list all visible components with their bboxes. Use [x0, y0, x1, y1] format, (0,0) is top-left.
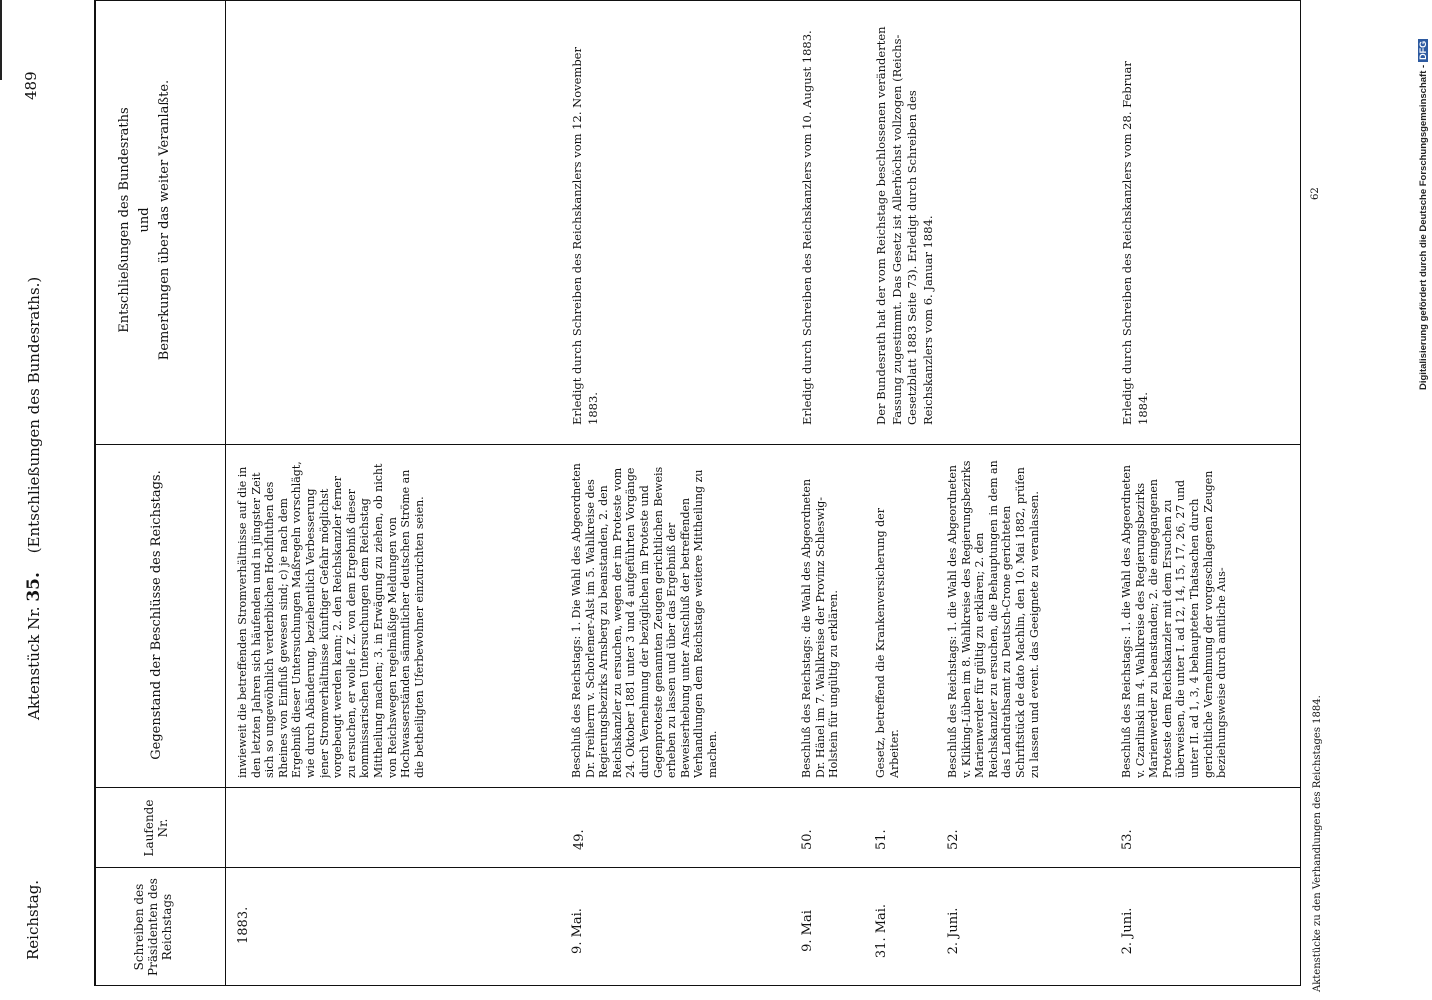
col-header-entschliessung-1: Entschließungen des Bundesraths [117, 107, 132, 333]
credit-text-wrap [1418, 39, 1429, 390]
row-text: Beschluß des Reichstags: die Wahl des Abgeordneten Dr. Hänel im 7. Wahlkreise der Provinz Schleswig-Holstein für ungültig zu erklären. [800, 478, 841, 778]
row-number: 51. [874, 829, 889, 850]
row-text: Beschluß des Reichstags: 1. Die Wahl des Abgeordneten Dr. Freiherrn v. Schorlemer-Alst im 5. Wahlkreise des Regierungsbezirks Arnsberg zu beanstanden, 2. den Reichskanzler zu ersuchen, wegen der im Proteste vom 24. Oktober 1881 unter 3 und 4 aufgeführten Vorgänge durch Vernehmung der bezüglichen im Proteste und Gegenproteste genannten Zeugen gerichtlichen Beweis erheben zu lassen und über das Ergebniß der Beweiserhebung unter Anschluß der betreffenden Verhandlungen dem Reichstage weitere Mittheilung zu machen. [570, 463, 719, 778]
header-title [24, 277, 44, 720]
row-text: Beschluß des Reichstags: 1. die Wahl des Abgeordneten v. Czarlinski im 4. Wahlkreise des Regierungsbezirks Marienwerder zu beanstanden; 2. die eingegangenen Proteste dem Reichskanzler mit dem Ersuchen zu überweisen, die unter I. ad 12, 14, 15, 17, 26, 27 und unter II. ad 1, 3, 4 behaupteten Thatsachen durch gerichtliche Vernehmung der vorgeschlagenen Zeugen beziehungsweise durch amtliche Aus- [1120, 464, 1229, 778]
row-note: Erledigt durch Schreiben des Reichskanzlers vom 12. November 1883. [570, 47, 600, 425]
header-left: Reichstag. [24, 879, 42, 960]
row-text: Beschluß des Reichstags: 1. die Wahl des Abgeordneten v. Kliking-Lüben im 8. Wahlkreise des Regierungsbezirks Marienwerder für gültig zu erklären; 2. den Reichskanzler zu ersuchen, die Behauptungen in dem an das Landrathsamt zu Deutsch-Crone gerichteten Schriftstück de dato Machlin, den 10. Mai 1882, prüfen zu lassen und event. das Geeignete zu veranlassen. [946, 460, 1041, 778]
row-schreiben-date: 2. Juni. [1120, 907, 1135, 955]
row-number: 50. [800, 829, 815, 850]
table-top-rule [94, 0, 96, 986]
row-text: inwieweit die betreffenden Stromverhältnisse auf die in den letzten Jahren sich häufenden und in jüngster Zeit sich so ungewöhnlich verderblichen Hochfluthen des Rheines von Einfluß gewesen sind; c) je nach dem Ergebniß dieser Untersuchungen Maßregeln vorschlägt, wie durch Abänderung, beziehentlich Verbesserung jener Stromverhältnisse künftiger Gefahr möglichst vorgebeugt werden kann; 2. den Reichskanzler ferner zu ersuchen, er wolle f. Z. von dem Ergebniß dieser kommissarischen Untersuchungen dem Reichstag Mittheilung machen; 3. in Erwägung zu ziehen, ob nicht von Reichswegen regelmäßige Meldungen von Hochwasserständen sämmtlicher deutschen Ströme an die betheiligten Uferbewohner einzurichten seien. [236, 461, 426, 778]
col-header-nr: Laufende Nr. [142, 799, 170, 857]
table-right-rule [94, 0, 1301, 1]
page-number: 489 [22, 71, 40, 100]
header-number: 35. [24, 572, 44, 602]
row-schreiben-date: 2. Juni. [946, 907, 961, 955]
col-header-entschliessung-2: und [137, 207, 152, 233]
header-prefix: Aktenstück Nr. [25, 606, 43, 720]
row-note: Erledigt durch Schreiben des Reichskanzlers vom 10. August 1883. [800, 30, 814, 425]
col-rule-1 [94, 867, 1301, 868]
dfg-logo: DFG [1418, 40, 1428, 60]
row-schreiben-date: 9. Mai. [570, 908, 585, 954]
col-header-gegenstand: Gegenstand der Beschlüsse des Reichstags. [149, 470, 164, 760]
col-header-schreiben: Schreiben des Präsidenten des Reichstags [132, 878, 174, 976]
row-number: 49. [572, 829, 587, 850]
row-note: Erledigt durch Schreiben des Reichskanzlers vom 28. Februar 1884. [1120, 61, 1150, 425]
row-schreiben-date: 9. Mai [800, 910, 815, 952]
row-note: Der Bundesrath hat der vom Reichstage beschlossenen veränderten Fassung zugestimmt. Das Gesetz ist Allerhöchst vollzogen (Reichs-Gesetzblatt 1883 Seite 73). Erledigt durch Schreiben des Reichskanzlers vom 6. Januar 1884. [874, 26, 935, 425]
col-header-entschliessung-3: Bemerkungen über das weiter Veranlaßte. [157, 79, 172, 361]
footer-signature: 62 [1310, 187, 1321, 200]
table-bottom-rule [1300, 0, 1301, 986]
header-suffix: (Entschließungen des Bundesraths.) [25, 276, 43, 554]
table-header-rule [225, 0, 226, 986]
footer-source: Aktenstücke zu den Verhandlungen des Reichstages 1884. [1312, 695, 1323, 992]
credit-text: Digitalisierung gefördert durch die Deutsche Forschungsgemeinschaft - [1418, 64, 1429, 390]
col-rule-2 [94, 787, 1301, 788]
col-header-entschliessung [118, 10, 172, 430]
row-text: Gesetz, betreffend die Krankenversicherung der Arbeiter. [874, 508, 901, 778]
row-number: 53. [1120, 829, 1135, 850]
row-number: 52. [946, 829, 961, 850]
row-schreiben-date: 31. Mai. [874, 903, 889, 959]
col-rule-3 [94, 444, 1301, 445]
row-date: 1883. [236, 906, 251, 944]
